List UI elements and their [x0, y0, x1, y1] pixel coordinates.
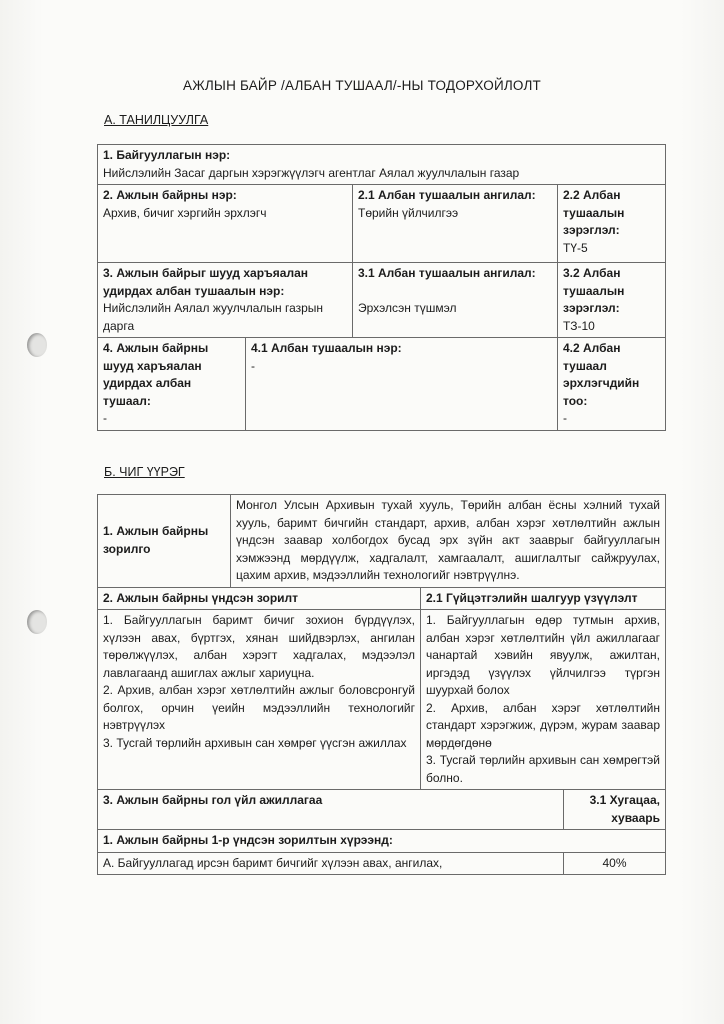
subordinate-count-value: -	[563, 411, 567, 425]
introduction-table	[97, 144, 666, 431]
duties-table	[97, 494, 666, 875]
table-row	[98, 610, 666, 790]
position-name-label: 2. Ажлын байрны нэр:	[103, 188, 237, 202]
position-class-value: Төрийн үйлчилгээ	[358, 205, 459, 220]
position-class-cell	[353, 185, 558, 263]
time-header-label: 3.1 Хугацаа, хуваарь	[589, 793, 660, 825]
criteria-item: 2. Архив, албан хэрэг хөтлөлтийн стандарт хэрэгжиж, дүрэм, журам заавар мөрдөгдөнө	[426, 700, 660, 750]
purpose-label: 1. Ажлын байрны зорилго	[103, 524, 209, 556]
section-a-heading: А. ТАНИЛЦУУЛГА	[104, 113, 209, 127]
criteria-item: 1. Байгууллагын өдөр тутмын архив, албан хэрэг хөтлөлтийн үйл ажиллагааг чанартай хэвийн явуулж, ажилтан, иргэдэд үзүүлэх үйлчилгээ түргэн шуурхай болох	[426, 613, 660, 697]
punch-hole	[27, 610, 47, 634]
table-row	[98, 790, 666, 830]
criteria-header	[421, 587, 666, 610]
table-row	[98, 852, 666, 875]
subordinate-count-label: 4.2 Албан тушаал эрхлэгчдийн тоо:	[563, 341, 640, 408]
purpose-text: Монгол Улсын Архивын тухай хууль, Төрийн албан ёсны хэлний тухай хууль, баримт бичгийн стандарт, архив, албан хэрэг хөтлөлтийн ажлын үндсэн заавар холбогдох бусад эрх зүйн акт зааврыг байгууллагын хэмжээнд мөрдүүлж, хадгалалт, хамгаалалт, ашиглалтыг сайжруулах, цахим архив, мэдээллийн технологийг нэвтрүүлнэ.	[231, 495, 666, 588]
table-row	[98, 338, 666, 431]
org-value: Нийслэлийн Засаг даргын хэрэгжүүлэгч агентлаг Аялал жуулчлалын газар	[103, 165, 520, 180]
table-row	[98, 263, 666, 338]
goal-item: 3. Тусгай төрлийн архивын сан хөмрөг үүсгэн ажиллах	[103, 735, 407, 750]
criteria-item: 3. Тусгай төрлийн архивын сан хөмрөгтэй болно.	[426, 753, 660, 785]
table-row	[98, 495, 666, 588]
subordinate-name-cell	[246, 338, 558, 431]
table-row	[98, 830, 666, 853]
position-rank-label: 2.2 Албан тушаалын зэрэглэл:	[563, 188, 625, 237]
activities-header	[98, 790, 564, 830]
subordinate-count-cell	[558, 338, 666, 431]
punch-hole	[27, 333, 47, 357]
org-cell	[98, 145, 666, 185]
goal-item: 1. Байгууллагын баримт бичиг зохион бүрдүүлэх, хүлээн авах, бүртгэх, хянан шийдвэрлэх, ангилан төрөлжүүлэх, албан хэрэгт хадгалах, мэдээлэл лавлагаанд ашиглах ажлыг хариуцна.	[103, 613, 415, 680]
supervisor-rank-label: 3.2 Албан тушаалын зэрэглэл:	[563, 266, 625, 315]
supervisor-class-value: Эрхэлсэн түшмэл	[358, 301, 457, 315]
supervisor-rank-value: ТЗ-10	[563, 318, 595, 333]
time-header	[564, 790, 666, 830]
goals-list	[98, 610, 421, 790]
table-row	[98, 185, 666, 263]
goal-item: 2. Архив, албан хэрэг хөтлөлтийн ажлыг боловсронгуй болгох, орчин үеийн мэдээллийн технологийг нэвтрүүлэх	[103, 683, 415, 732]
position-name-value: Архив, бичиг хэргийн эрхлэгч	[103, 205, 267, 220]
table-row	[98, 587, 666, 610]
supervisor-class-label: 3.1 Албан тушаалын ангилал:	[358, 266, 536, 280]
subordinate-name-value: -	[251, 358, 255, 373]
supervisor-value: Нийслэлийн Аялал жуулчлалын газрын дарга	[103, 301, 324, 333]
activity-item: А. Байгууллагад ирсэн баримт бичгийг хүлээн авах, ангилах,	[98, 852, 564, 875]
supervisor-class-cell	[353, 263, 558, 338]
goal1-heading	[98, 830, 666, 853]
subordinate-position-cell	[98, 338, 246, 431]
criteria-list	[421, 610, 666, 790]
subordinate-position-label: 4. Ажлын байрны шууд харъяалан удирдах албан тушаал:	[103, 341, 209, 408]
org-label: 1. Байгууллагын нэр:	[103, 148, 231, 162]
supervisor-label: 3. Ажлын байрыг шууд харъяалан удирдах албан тушаалын нэр:	[103, 266, 308, 298]
goals-header-label: 2. Ажлын байрны үндсэн зорилт	[103, 590, 299, 605]
supervisor-cell	[98, 263, 353, 338]
activity-percent: 40%	[564, 852, 666, 875]
criteria-header-label: 2.1 Гүйцэтгэлийн шалгуур үзүүлэлт	[426, 590, 638, 605]
activities-header-label: 3. Ажлын байрны гол үйл ажиллагаа	[103, 793, 323, 807]
document-title: АЖЛЫН БАЙР /АЛБАН ТУШААЛ/-НЫ ТОДОРХОЙЛОЛТ	[182, 78, 541, 93]
section-b-heading: Б. ЧИГ ҮҮРЭГ	[104, 465, 185, 479]
goal1-heading-label: 1. Ажлын байрны 1-р үндсэн зорилтын хүрээнд:	[103, 833, 393, 847]
position-name-cell	[98, 185, 353, 263]
purpose-label-cell	[98, 495, 231, 588]
supervisor-rank-cell	[558, 263, 666, 338]
subordinate-name-label: 4.1 Албан тушаалын нэр:	[251, 341, 402, 355]
subordinate-position-value: -	[103, 411, 107, 425]
position-rank-cell	[558, 185, 666, 263]
goals-header	[98, 587, 421, 610]
position-class-label: 2.1 Албан тушаалын ангилал:	[358, 188, 536, 202]
table-row	[98, 145, 666, 185]
position-rank-value: ТҮ-5	[563, 240, 588, 255]
